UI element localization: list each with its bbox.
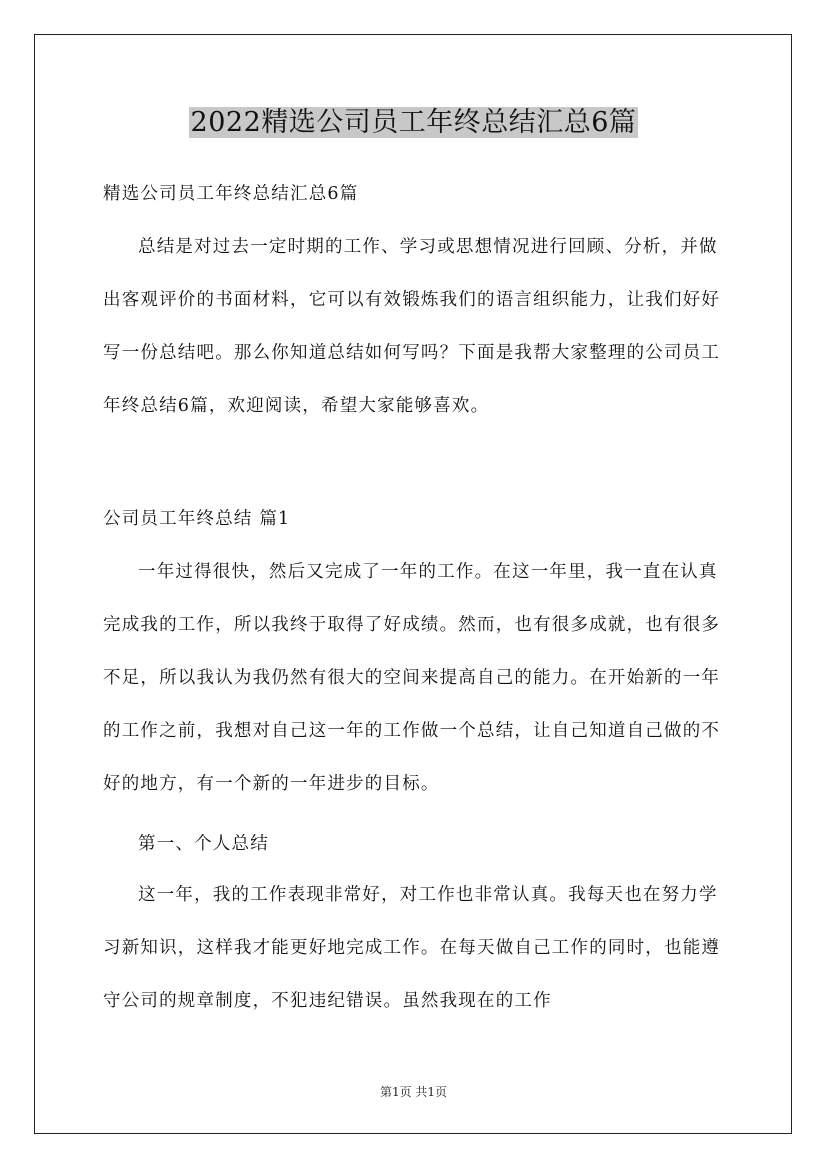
document-subtitle: 精选公司员工年终总结汇总6篇 [103,184,359,204]
page-number-label: 第1页 共1页 [379,1085,448,1099]
section-heading: 公司员工年终总结 篇1 [103,509,291,529]
section-paragraph-2: 这一年，我的工作表现非常好，对工作也非常认真。我每天也在努力学习新知识，这样我才能更好地完成工作。在每天做自己工作的同时，也能遵守公司的规章制度，不犯违纪错误。虽然我现在的工作 [103,885,721,1011]
sub-heading: 第一、个人总结 [138,834,269,854]
page-footer [0,1083,827,1100]
intro-paragraph: 总结是对过去一定时期的工作、学习或思想情况进行回顾、分析，并做出客观评价的书面材料，它可以有效锻炼我们的语言组织能力，让我们好好写一份总结吧。那么你知道总结如何写吗？下面是我帮大家整理的公司员工年终总结6篇，欢迎阅读，希望大家能够喜欢。 [103,237,721,416]
document-title-text: 2022精选公司员工年终总结汇总6篇 [190,107,637,138]
section-paragraph-1: 一年过得很快，然后又完成了一年的工作。在这一年里，我一直在认真完成我的工作，所以我终于取得了好成绩。然而，也有很多成就，也有很多不足，所以我认为我仍然有很大的空间来提高自己的能力。在开始新的一年的工作之前，我想对自己这一年的工作做一个总结，让自己知道自己做的不好的地方，有一个新的一年进步的目标。 [103,562,721,794]
document-title [0,101,827,144]
